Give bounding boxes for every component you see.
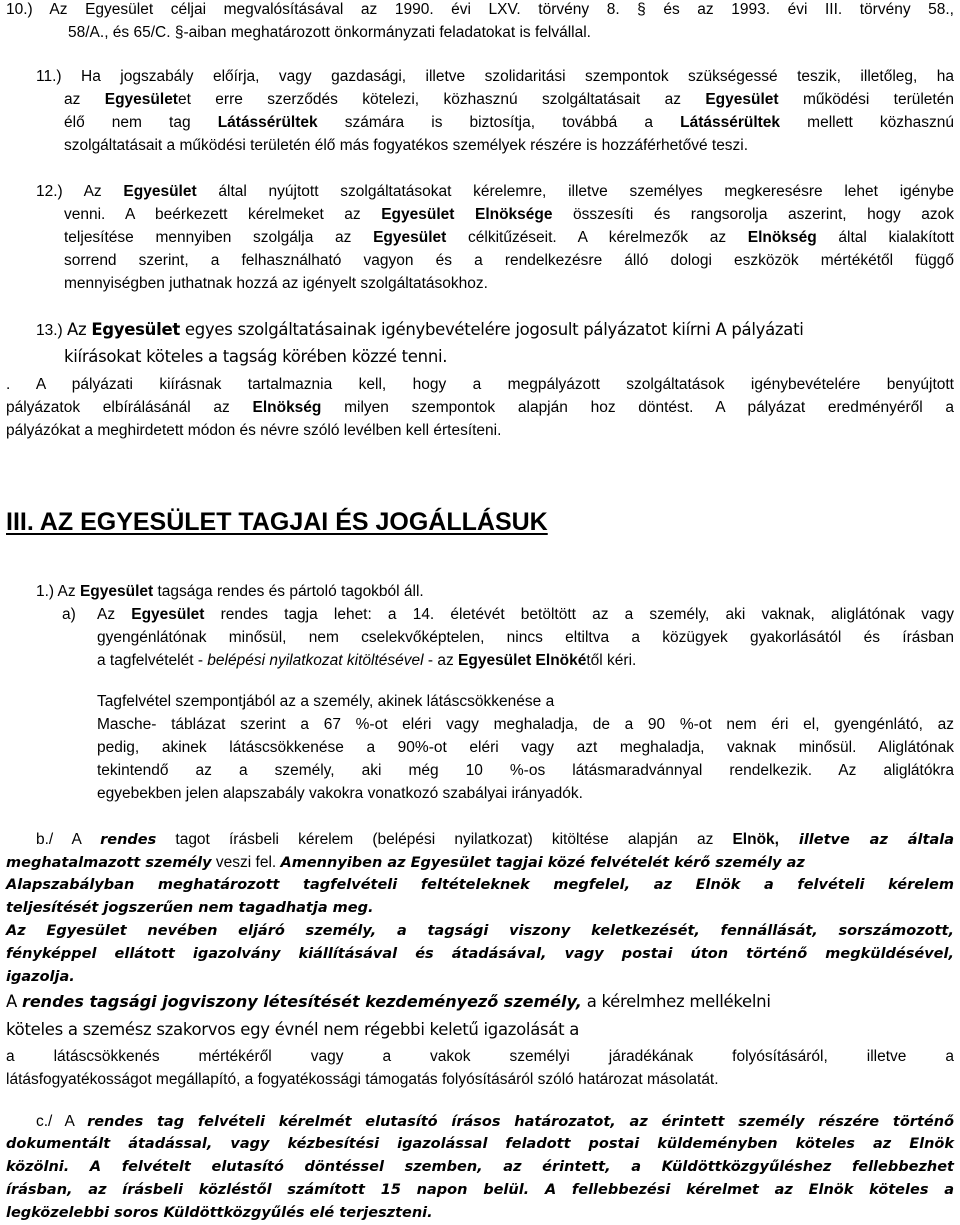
text-line: közölni. A felvételt elutasító döntéssel szemben, az érintett, a Küldöttközgyűléshez fellebbezhet	[6, 1159, 954, 1175]
text-line: sorrend szerint, a felhasználható vagyon és a rendelkezésre álló dologi eszközök mértékétől függő	[64, 252, 954, 269]
section-b-body	[6, 851, 954, 989]
text-line: látásfogyatékosságot megállapító, a fogyatékossági támogatás folyósításáról szóló határozat másolatát.	[6, 1071, 719, 1088]
text-line: 58/A., és 65/C. §-aiban meghatározott önkormányzati feladatokat is felvállal.	[68, 24, 591, 41]
text-line: a látáscsökkenés mértékéről vagy a vakok személyi járadékának folyósításáról, illetve a	[6, 1048, 954, 1065]
text-line: köteles a szemész szakorvos egy évnél nem régebbi keletű igazolását a	[6, 1020, 580, 1039]
text-line: dokumentált átadással, vagy kézbesítési igazolással feladott postai küldeményben köteles az Elnök	[6, 1136, 954, 1152]
text-line: Alapszabályban meghatározott tagfelvételi feltételeknek megfelel, az Elnök a felvételi kérelem	[6, 877, 954, 893]
paragraph-11-body	[64, 88, 954, 157]
text-line: mennyiségben juthatnak hozzá az igényelt szolgáltatásokhoz.	[64, 275, 488, 292]
text-line: 10.) Az Egyesület céljai megvalósításával az 1990. évi LXV. törvény 8. § és az 1993. évi III. törvény 58.,	[6, 1, 954, 18]
text-line: az Egyesületet erre szerződés kötelezi, közhasznú szolgáltatásait az Egyesület működési területén	[64, 91, 954, 108]
text-line: 11.) Ha jogszabály előírja, vagy gazdasági, illetve szolidaritási szempontok szükségessé teszik, illetőleg, ha	[36, 68, 954, 85]
text-line: pályázatok elbírálásánál az Elnökség milyen szempontok alapján hoz döntést. A pályázat eredményéről a	[6, 399, 954, 416]
membership-criteria	[97, 690, 954, 805]
text-line: teljesítését jogszerűen nem tagadhatja meg.	[6, 900, 374, 916]
paragraph-10-cont	[68, 21, 948, 44]
text-line: c./ A rendes tag felvételi kérelmét elutasító írásos határozatot, az érintett személy részére történő	[36, 1113, 955, 1130]
text-line: meghatalmazott személy veszi fel. Amennyiben az Egyesület tagjai közé felvételét kérő személy az	[6, 854, 805, 871]
text-line: a tagfelvételét - belépési nyilatkozat kitöltésével - az Egyesület Elnökétől kéri.	[97, 652, 637, 669]
section-heading	[6, 505, 906, 543]
text-line: igazolja.	[6, 969, 75, 985]
paragraph-13-line1	[36, 318, 954, 344]
section-1-intro	[36, 580, 954, 603]
text-line: legközelebbi soros Küldöttközgyűlés elé terjeszteni.	[6, 1205, 433, 1221]
text-line: Az Egyesület rendes tagja lehet: a 14. életévét betöltött az a személy, aki vaknak, aliglátónak vagy	[97, 606, 954, 623]
text-line: fényképpel ellátott igazolvány kiállításával és átadásával, vagy postai úton történő megküldésével,	[6, 946, 954, 962]
paragraph-11-line1	[36, 65, 954, 88]
text-line: szolgáltatásait a működési területén élő más fogyatékos személyek részére is hozzáférhetővé teszi.	[64, 137, 749, 154]
paragraph-13-body	[6, 373, 954, 442]
paragraph-13-line2	[64, 345, 954, 371]
text-line: pályázókat a meghirdetett módon és névre szóló levélben kell értesíteni.	[6, 422, 502, 439]
section-c-body	[6, 1133, 954, 1225]
text-line: egyebekben jelen alapszabály vakokra vonatkozó szabályai irányadók.	[97, 785, 583, 802]
text-line: tekintendő az a személy, aki még 10 %-os látásmaradvánnyal rendelkezik. Az aliglátókra	[97, 762, 954, 779]
paragraph-12-line1	[36, 180, 954, 203]
text-line: . A pályázati kiírásnak tartalmaznia kell, hogy a megpályázott szolgáltatások igénybevételére benyújtott	[6, 376, 954, 393]
heading-text: III. AZ EGYESÜLET TAGJAI ÉS JOGÁLLÁSUK	[6, 508, 548, 536]
text-line: A rendes tagsági jogviszony létesítését kezdeményező személy, a kérelmhez mellékelni	[6, 992, 771, 1011]
text-line: gyengénlátónak minősül, nem cselekvőképtelen, nincs eltiltva a közügyek gyakorlásától és írásban	[97, 629, 954, 646]
section-b-handwritten	[6, 990, 954, 1044]
section-1a-body	[97, 603, 954, 672]
text-line: írásban, az írásbeli közléstől számított 15 napon belül. A fellebbezési kérelmet az Elnök köteles a	[6, 1182, 954, 1198]
text-line: Masche- táblázat szerint a 67 %-ot eléri vagy meghaladja, de a 90 %-ot nem éri el, gyengénlátó, az	[97, 716, 954, 733]
text-line: teljesítése mennyiben szolgálja az Egyesület célkitűzéseit. A kérelmezők az Elnökség által kialakított	[64, 229, 954, 246]
text-line: b./ A rendes tagot írásbeli kérelem (belépési nyilatkozat) kitöltése alapján az Elnök, illetve az általa	[36, 831, 954, 848]
text-line: kiírásokat köteles a tagság körében közzé tenni.	[64, 347, 448, 366]
text-line: Az Egyesület nevében eljáró személy, a tagsági viszony keletkezését, fennállását, sorszámozott,	[6, 923, 954, 939]
list-label-a: a)	[62, 606, 76, 623]
text-line: Tagfelvétel szempontjából az a személy, akinek látáscsökkenése a	[97, 693, 555, 710]
section-c-line1	[36, 1110, 954, 1133]
text-line: élő nem tag Látássérültek számára is biztosítja, továbbá a Látássérültek mellett közhasznú	[64, 114, 955, 131]
section-b-tail	[6, 1045, 954, 1091]
paragraph-12-body	[64, 203, 954, 295]
text-line: venni. A beérkezett kérelmeket az Egyesület Elnöksége összesíti és rangsorolja aszerint, hogy azok	[64, 206, 955, 223]
text-line: 12.) Az Egyesület által nyújtott szolgáltatásokat kérelemre, illetve személyes megkeresésre lehet igénybe	[36, 183, 954, 200]
paragraph-10	[6, 0, 954, 21]
text-line: 13.) Az Egyesület egyes szolgáltatásainak igénybevételére jogosult pályázatot kiírni A pályázati	[36, 320, 804, 339]
section-b-line1	[36, 828, 954, 851]
text-line: pedig, akinek látáscsökkenése a 90%-ot eléri vagy azt meghaladja, vaknak minősül. Aliglátónak	[97, 739, 954, 756]
text-line: 1.) Az Egyesület tagsága rendes és pártoló tagokból áll.	[36, 583, 424, 600]
